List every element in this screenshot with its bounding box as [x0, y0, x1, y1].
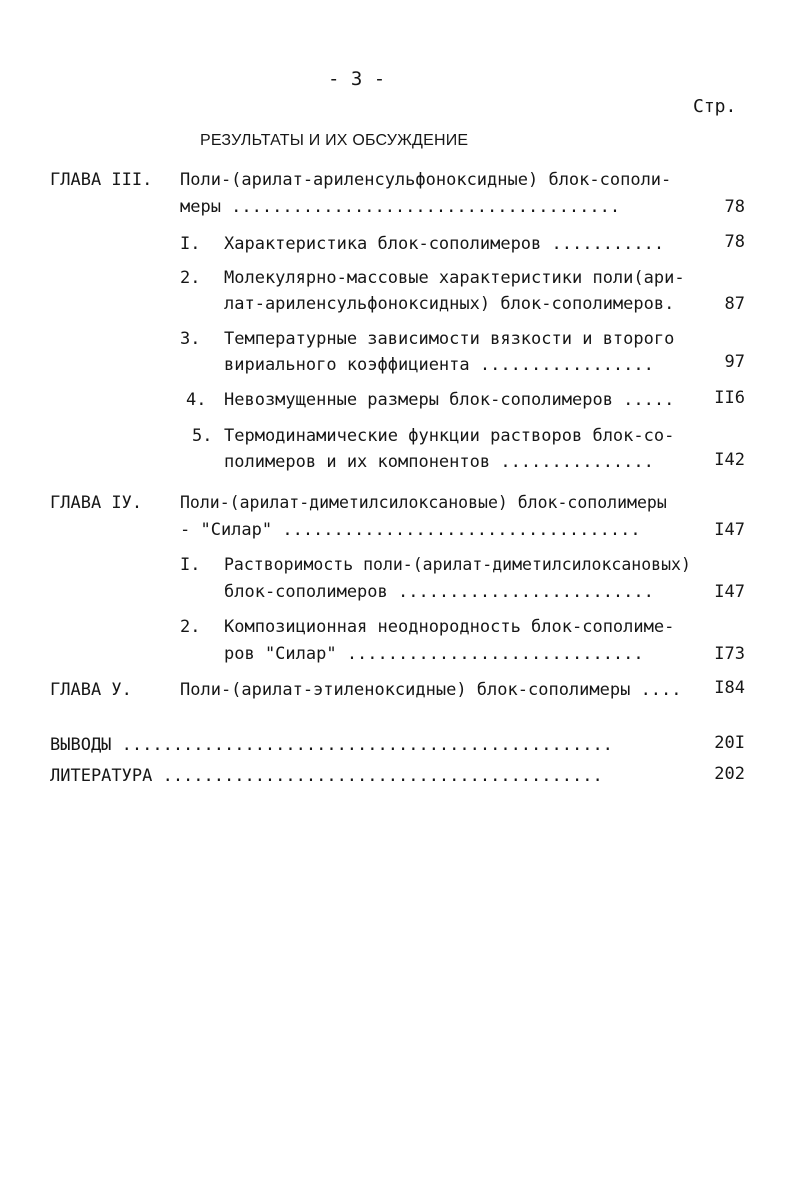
chapter-title-line: Поли-(арилат-этиленоксидные) блок-сополимеры .... — [180, 680, 682, 700]
chapter-label: ГЛАВА III. — [50, 170, 153, 190]
conclusions-entry: ВЫВОДЫ ................................................ — [50, 735, 613, 755]
item-line: Невозмущенные размеры блок-сополимеров ..... — [224, 390, 675, 410]
chapter-title-line: - "Силар" ................................... — [180, 520, 641, 540]
item-line: Характеристика блок-сополимеров ........... — [224, 234, 665, 254]
literature-page: 202 — [714, 764, 745, 784]
chapter-title-line: меры ...................................... — [180, 197, 621, 217]
item-line: ров "Силар" ............................. — [224, 644, 644, 664]
page-number: - 3 - — [328, 68, 386, 90]
item-page: 78 — [724, 232, 745, 252]
item-line: полимеров и их компонентов ............... — [224, 452, 654, 472]
conclusions-page: 20I — [714, 733, 745, 753]
page-column-label: Стр. — [693, 96, 737, 117]
item-line: Термодинамические функции растворов блок-со- — [224, 426, 675, 446]
item-page: I42 — [714, 450, 745, 470]
chapter-label: ГЛАВА У. — [50, 680, 132, 700]
item-line: блок-сополимеров ......................... — [224, 582, 654, 602]
item-page: I73 — [714, 644, 745, 664]
chapter-page: I47 — [714, 520, 745, 540]
item-page: II6 — [714, 388, 745, 408]
item-page: 87 — [724, 294, 745, 314]
chapter-label: ГЛАВА IУ. — [50, 493, 143, 513]
chapter-page: I84 — [714, 678, 745, 698]
item-number: 2. — [180, 617, 201, 637]
chapter-title-line: Поли-(арилат-ариленсульфоноксидные) блок-сополи- — [180, 170, 672, 190]
item-number: I. — [180, 555, 201, 575]
item-line: Температурные зависимости вязкости и второго — [224, 329, 675, 349]
item-number: 4. — [186, 390, 207, 410]
literature-entry: ЛИТЕРАТУРА ........................................... — [50, 766, 603, 786]
item-line: лат-ариленсульфоноксидных) блок-сополимеров. — [224, 294, 675, 314]
item-line: Растворимость поли-(арилат-диметилсилоксановых) — [224, 555, 691, 574]
item-line: Композиционная неоднородность блок-сополиме- — [224, 617, 675, 637]
item-number: 5. — [192, 426, 213, 446]
chapter-title-line: Поли-(арилат-диметилсилоксановые) блок-сополимеры — [180, 493, 667, 512]
item-line: вириального коэффициента ................. — [224, 355, 654, 375]
item-number: 3. — [180, 329, 201, 349]
section-title: РЕЗУЛЬТАТЫ И ИХ ОБСУЖДЕНИЕ — [200, 132, 469, 149]
chapter-page: 78 — [724, 197, 745, 217]
item-line: Молекулярно-массовые характеристики поли(ари- — [224, 268, 685, 288]
item-page: I47 — [714, 582, 745, 602]
item-number: 2. — [180, 268, 201, 288]
item-page: 97 — [724, 352, 745, 372]
item-number: I. — [180, 234, 201, 254]
